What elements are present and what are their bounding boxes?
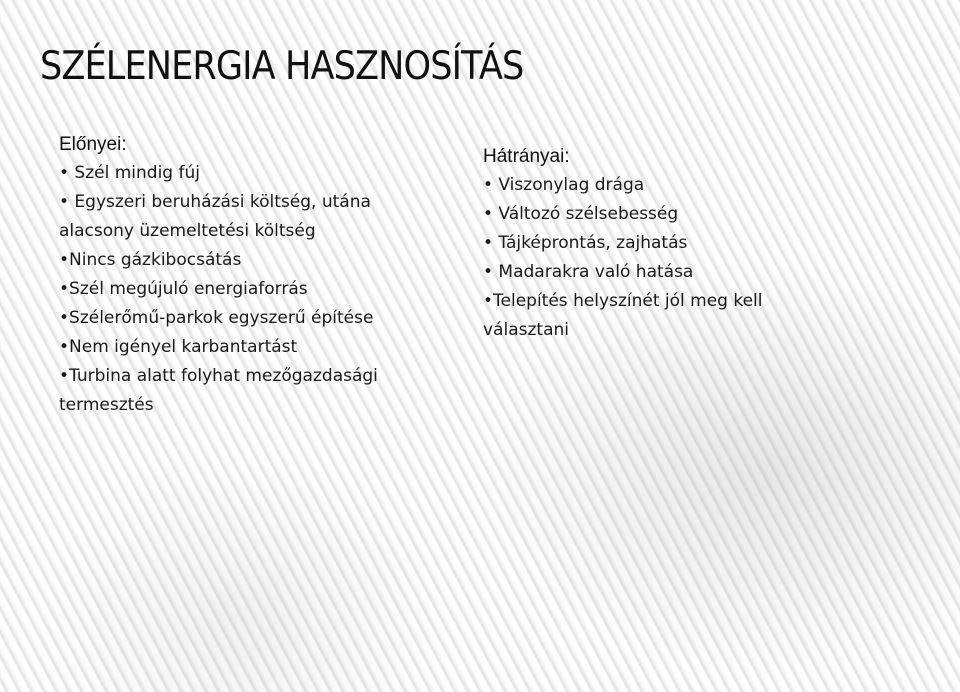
advantage-text: •Nem igényel karbantartást [59,337,298,357]
advantage-text: • Szél mindig fúj [59,163,200,183]
disadvantages-column [483,143,853,345]
disadvantage-text: • Változó szélsebesség [483,204,679,224]
list-item [59,304,449,333]
list-item [59,217,449,246]
disadvantage-text: •Telepítés helyszínét jól meg kell [483,291,763,311]
list-item [483,316,853,345]
list-item [59,333,449,362]
advantages-column [59,131,449,420]
disadvantage-text: választani [483,320,569,340]
list-item [483,258,853,287]
advantage-text: •Turbina alatt folyhat mezőgazdasági [59,366,378,386]
advantage-text: termesztés [59,395,154,415]
disadvantage-text: • Madarakra való hatása [483,262,694,282]
list-item [59,275,449,304]
list-item [59,159,449,188]
list-item [483,200,853,229]
advantage-text: •Szél megújuló energiaforrás [59,279,308,299]
list-item [483,171,853,200]
advantage-text: •Szélerőmű-parkok egyszerű építése [59,308,374,328]
slide-title: SZÉLENERGIA HASZNOSÍTÁS [40,44,524,89]
list-item [483,229,853,258]
list-item [59,246,449,275]
disadvantages-list [483,171,853,345]
list-item [59,188,449,217]
advantages-list [59,159,449,420]
disadvantages-heading: Hátrányai: [483,146,570,167]
disadvantage-text: • Tájképrontás, zajhatás [483,233,688,253]
advantage-text: • Egyszeri beruházási költség, utána [59,192,371,212]
advantages-heading: Előnyei: [59,134,127,155]
list-item [59,362,449,391]
disadvantage-text: • Viszonylag drága [483,175,645,195]
list-item [483,287,853,316]
advantage-text: •Nincs gázkibocsátás [59,250,242,270]
list-item [59,391,449,420]
advantage-text: alacsony üzemeltetési költség [59,221,316,241]
